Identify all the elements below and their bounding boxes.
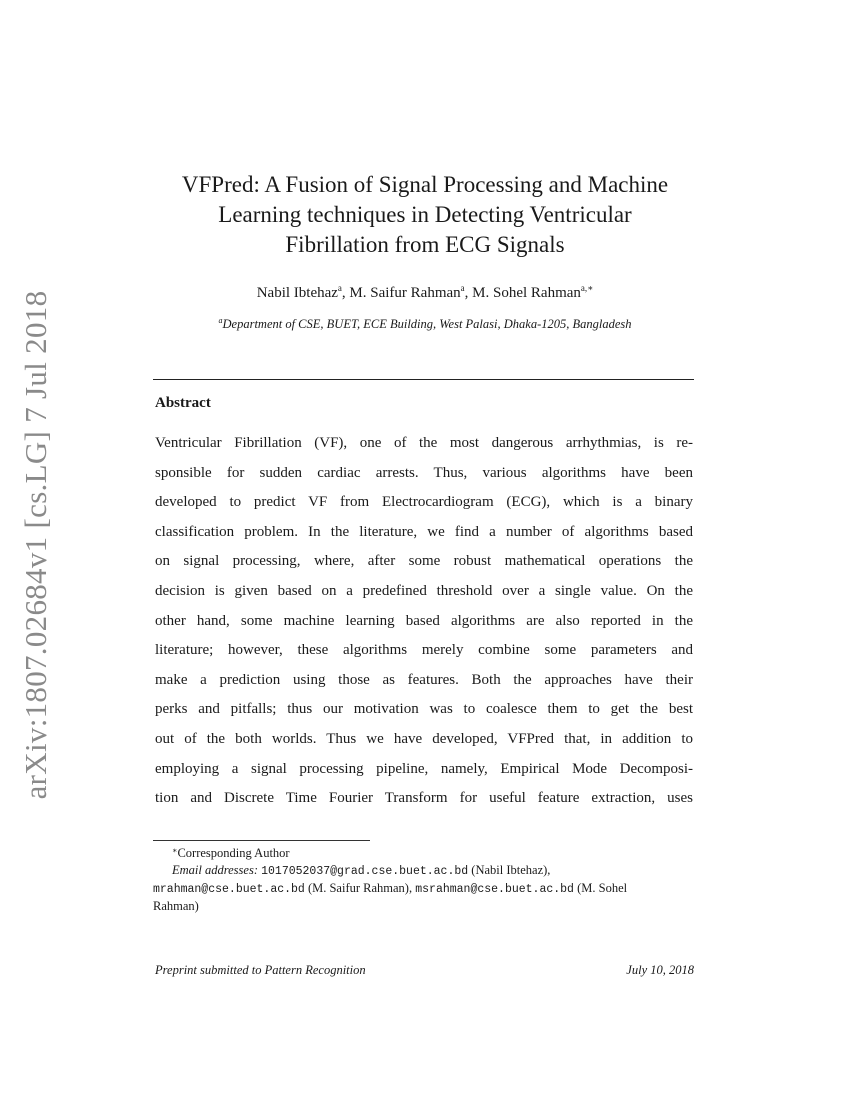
author-list [0, 284, 850, 302]
author-affiliation-mark: a [337, 283, 342, 293]
abstract-line: make a prediction using those as features. Both the approaches have their [155, 671, 693, 688]
affiliation-text: Department of CSE, BUET, ECE Building, West Palasi, Dhaka-1205, Bangladesh [222, 317, 632, 331]
author-affiliation-mark: a,∗ [580, 283, 594, 293]
email-link[interactable]: mrahman@cse.buet.ac.bd [153, 883, 305, 896]
footnotes [153, 845, 694, 915]
email-link[interactable]: msrahman@cse.buet.ac.bd [415, 883, 574, 896]
abstract-line: employing a signal processing pipeline, namely, Empirical Mode Decomposi- [155, 760, 693, 777]
author-separator: , [341, 285, 350, 301]
title-line: VFPred: A Fusion of Signal Processing and Machine [181, 172, 669, 197]
footnote-rule [153, 840, 370, 841]
abstract-line: decision is given based on a predefined threshold over a single value. On the [155, 582, 693, 599]
abstract-line: sponsible for sudden cardiac arrests. Thus, various algorithms have been [155, 464, 693, 481]
abstract-line: out of the both worlds. Thus we have developed, VFPred that, in addition to [155, 730, 693, 747]
abstract-line: on signal processing, where, after some robust mathematical operations the [155, 553, 693, 570]
abstract-line: literature; however, these algorithms merely combine some parameters and [155, 642, 693, 659]
arxiv-stamp: arXiv:1807.02684v1 [cs.LG] 7 Jul 2018 [18, 290, 53, 800]
preprint-note: Preprint submitted to Pattern Recognition [155, 963, 366, 977]
abstract-line: classification problem. In the literature, we find a number of algorithms based [155, 523, 693, 540]
abstract-heading: Abstract [155, 395, 211, 411]
email-link[interactable]: 1017052037@grad.cse.buet.ac.bd [261, 865, 469, 878]
abstract-line: Ventricular Fibrillation (VF), one of the most dangerous arrhythmias, is re- [155, 435, 693, 451]
abstract-top-rule [153, 379, 694, 380]
affiliation [0, 316, 850, 332]
abstract-line: perks and pitfalls; thus our motivation was to coalesce them to get the best [155, 701, 693, 718]
email-owner: (Nabil Ibtehaz), [471, 863, 551, 877]
email-owner: (M. Saifur Rahman), [307, 881, 413, 895]
corresponding-mark: ∗ [172, 846, 178, 855]
paper-title [0, 170, 850, 260]
author-name: M. Saifur Rahman [349, 285, 461, 301]
author-name: M. Sohel Rahman [472, 285, 581, 301]
title-line: Fibrillation from ECG Signals [285, 232, 565, 257]
author-name: Nabil Ibtehaz [256, 285, 338, 301]
footer-date: July 10, 2018 [626, 963, 694, 977]
abstract-line: tion and Discrete Time Fourier Transform for useful feature extraction, uses [155, 790, 693, 807]
affiliation-mark: a [218, 316, 223, 325]
email-label: Email addresses: [172, 863, 258, 877]
author-affiliation-mark: a [460, 283, 465, 293]
email-line [153, 880, 694, 898]
email-owner-continuation: Rahman) [153, 899, 199, 913]
abstract-line: other hand, some machine learning based algorithms are also reported in the [155, 612, 693, 629]
email-owner: (M. Sohel [577, 881, 628, 895]
abstract-line: developed to predict VF from Electrocardiogram (ECG), which is a binary [155, 494, 693, 511]
title-line: Learning techniques in Detecting Ventricular [218, 202, 632, 227]
abstract-body [155, 429, 693, 814]
email-line [153, 862, 694, 880]
author-separator: , [464, 285, 473, 301]
corresponding-author-note: ∗Corresponding Author [172, 846, 290, 860]
